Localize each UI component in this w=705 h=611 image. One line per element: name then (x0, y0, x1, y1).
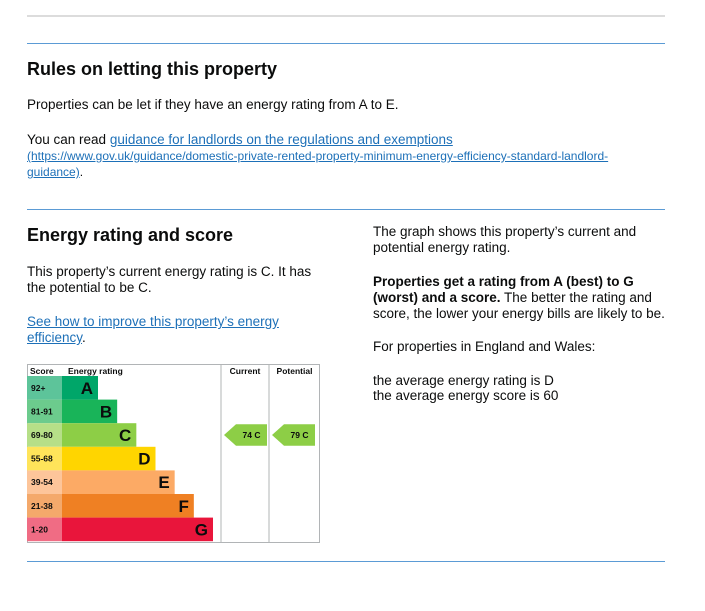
top-divider (27, 15, 665, 17)
rating-letter: F (178, 496, 189, 516)
score-range-label: 55-68 (31, 453, 53, 464)
current-rating-arrow-label: 74 C (242, 430, 261, 440)
energy-rating-header: Energy rating (68, 366, 123, 376)
rating-explanation-rest: The better the rating and score, the lower your energy bills are likely to be. (373, 290, 665, 321)
rating-explanation-bold: Properties get a rating from A (best) to G (worst) and a score. (373, 274, 634, 305)
improve-link[interactable]: See how to improve this property’s energy efficiency (27, 314, 279, 345)
average-rating: the average energy rating is D (373, 373, 554, 388)
rating-paragraph: This property’s current energy rating is C. It has the potential to be C. (27, 264, 312, 295)
rating-explanation (373, 274, 673, 322)
guidance-suffix: . (79, 165, 84, 179)
score-range-label: 1-20 (31, 524, 49, 535)
bottom-divider (27, 561, 665, 562)
rating-bar-f (62, 494, 194, 518)
current-header: Current (229, 366, 261, 376)
guidance-paragraph (27, 132, 647, 180)
potential-rating-arrow-label: 79 C (290, 430, 309, 440)
average-score: the average energy score is 60 (373, 388, 559, 403)
score-range-label: 21-38 (31, 500, 53, 511)
region-label: For properties in England and Wales: (373, 339, 596, 354)
potential-header: Potential (276, 366, 313, 376)
guidance-link[interactable]: guidance for landlords on the regulations and exemptions (109, 132, 453, 147)
improve-paragraph (27, 314, 317, 346)
rating-letter: C (119, 426, 132, 445)
rules-heading: Rules on letting this property (27, 59, 278, 79)
rating-letter: D (138, 449, 151, 469)
rating-letter: E (158, 473, 170, 493)
score-header: Score (30, 366, 54, 376)
score-range-label: 81-91 (31, 406, 53, 417)
section-divider (27, 43, 665, 44)
guidance-prefix: You can read (27, 132, 110, 147)
rating-letter: B (99, 402, 113, 422)
rules-paragraph: Properties can be let if they have an energy rating from A to E. (27, 97, 399, 112)
rating-heading: Energy rating and score (27, 225, 234, 245)
improve-suffix: . (82, 330, 86, 345)
section-divider (27, 209, 665, 210)
graph-description: The graph shows this property’s current and potential energy rating. (373, 224, 637, 255)
score-range-label: 92+ (31, 382, 46, 393)
guidance-url-link[interactable]: (https://www.gov.uk/guidance/domestic-private-rented-property-minimum-energy-efficiency-standard-landlord-guidance) (27, 149, 609, 179)
energy-rating-chart (27, 364, 320, 543)
score-range-label: 69-80 (31, 430, 53, 440)
rating-letter: G (194, 520, 208, 540)
rating-letter: A (80, 378, 93, 398)
score-range-label: 39-54 (31, 477, 53, 488)
rating-bar-g (62, 518, 213, 542)
